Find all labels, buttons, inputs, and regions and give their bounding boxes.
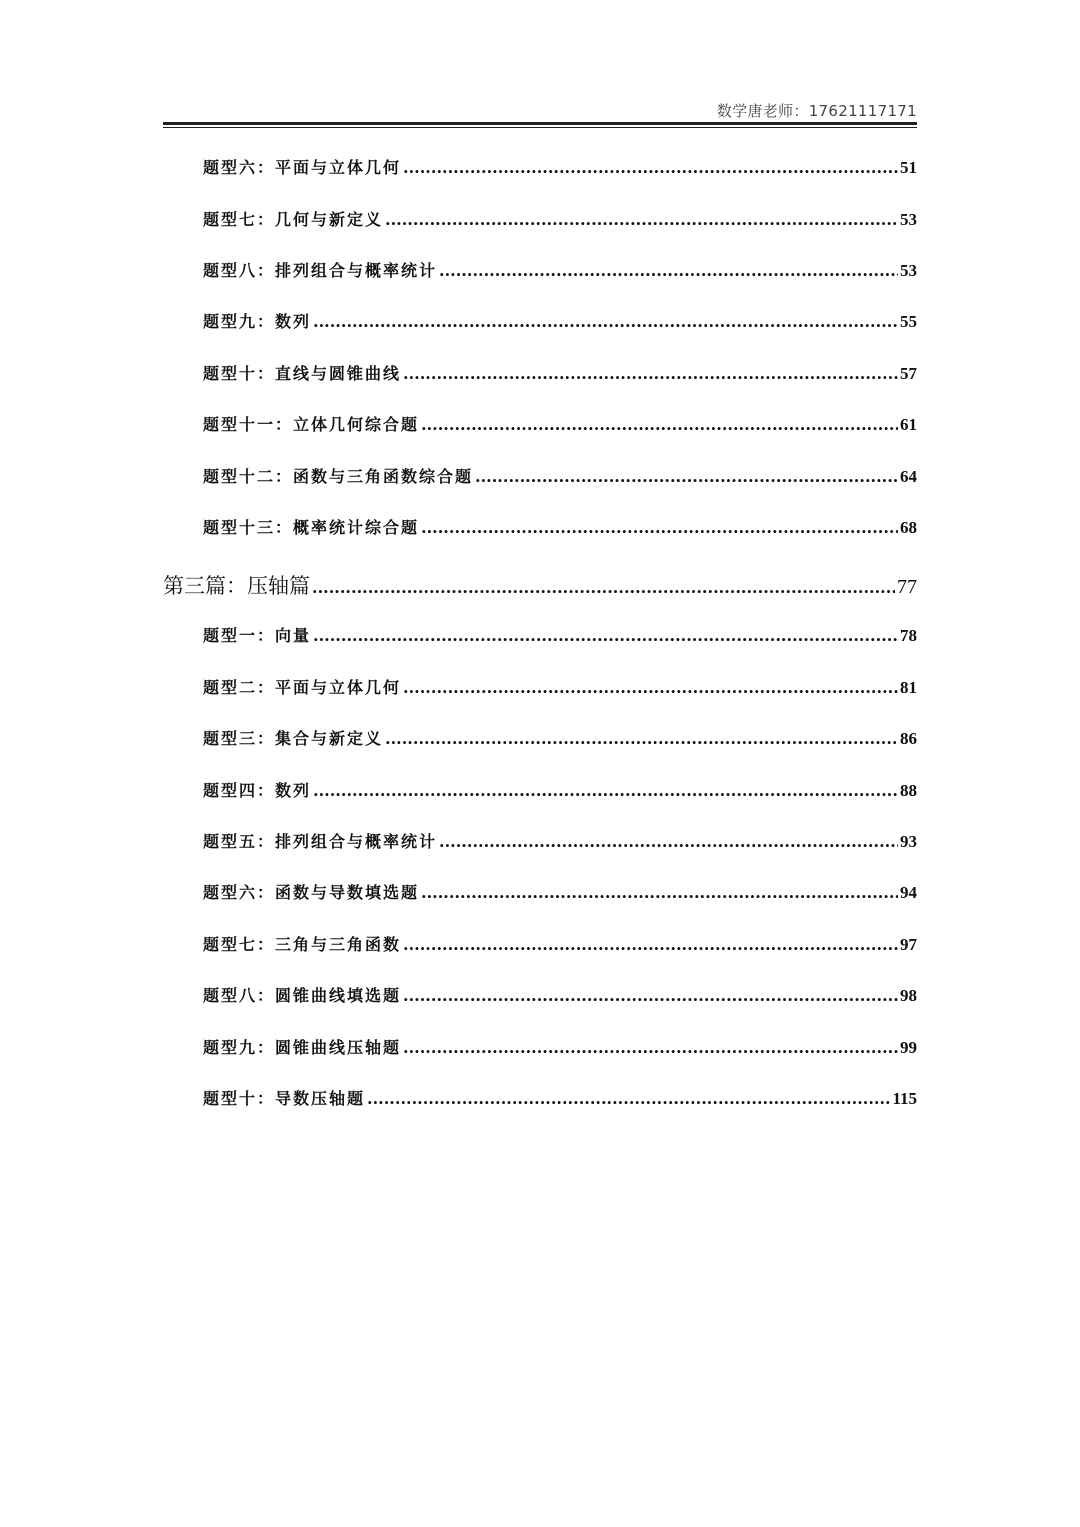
toc-entry-page-number: 88 <box>900 781 917 800</box>
toc-entry-page-number: 55 <box>900 312 917 331</box>
header-contact-text: 数学唐老师：17621117171 <box>716 102 917 120</box>
toc-entry-title: 题型九：圆锥曲线压轴题 <box>203 1038 402 1057</box>
toc-dot-leader <box>439 261 898 280</box>
toc-entry-title: 题型八：圆锥曲线填选题 <box>203 986 402 1005</box>
toc-entry[interactable] <box>203 361 917 385</box>
toc-entry-page-number: 115 <box>892 1089 917 1108</box>
toc-entry-page-number: 57 <box>900 364 917 383</box>
toc-entry[interactable] <box>203 207 917 231</box>
toc-entry-title: 题型十一：立体几何综合题 <box>203 415 420 434</box>
toc-entry[interactable] <box>203 1035 917 1059</box>
toc-dot-leader <box>367 1089 890 1108</box>
toc-entry-title: 题型六：函数与导数填选题 <box>203 883 420 902</box>
toc-entry-title: 题型十：导数压轴题 <box>203 1089 366 1108</box>
toc-entry-page-number: 81 <box>900 678 917 697</box>
toc-entry-page-number: 53 <box>900 261 917 280</box>
toc-entry-page-number: 68 <box>900 518 917 537</box>
toc-entry[interactable] <box>203 675 917 699</box>
toc-chapter-entry[interactable] <box>163 570 917 600</box>
toc-dot-leader <box>421 883 898 902</box>
toc-dot-leader <box>313 781 898 800</box>
toc-entry-page-number: 51 <box>900 158 917 177</box>
toc-entry[interactable] <box>203 258 917 282</box>
toc-entry-title: 题型四：数列 <box>203 781 312 800</box>
toc-entry-page-number: 97 <box>900 935 917 954</box>
toc-entry-title: 题型一：向量 <box>203 626 312 645</box>
toc-entry-title: 第三篇：压轴篇 <box>163 574 310 598</box>
toc-dot-leader <box>403 986 898 1005</box>
toc-entry-title: 题型三：集合与新定义 <box>203 729 384 748</box>
toc-entry-page-number: 98 <box>900 986 917 1005</box>
toc-entry-page-number: 99 <box>900 1038 917 1057</box>
toc-entry-page-number: 94 <box>900 883 917 902</box>
toc-entry[interactable] <box>203 829 917 853</box>
toc-entry-title: 题型二：平面与立体几何 <box>203 678 402 697</box>
toc-entry[interactable] <box>203 464 917 488</box>
toc-dot-leader <box>313 312 898 331</box>
toc-entry[interactable] <box>203 412 917 436</box>
toc-entry-title: 题型十：直线与圆锥曲线 <box>203 364 402 383</box>
toc-entry[interactable] <box>203 778 917 802</box>
toc-entry-title: 题型十三：概率统计综合题 <box>203 518 420 537</box>
toc-dot-leader <box>385 210 898 229</box>
toc-dot-leader <box>475 467 898 486</box>
toc-entry-title: 题型七：几何与新定义 <box>203 210 384 229</box>
toc-entry-page-number: 61 <box>900 415 917 434</box>
toc-entry-page-number: 78 <box>900 626 917 645</box>
toc-dot-leader <box>439 832 898 851</box>
toc-entry[interactable] <box>203 880 917 904</box>
toc-entry-title: 题型六：平面与立体几何 <box>203 158 402 177</box>
toc-entry[interactable] <box>203 726 917 750</box>
toc-entry[interactable] <box>203 155 917 179</box>
toc-entry-title: 题型五：排列组合与概率统计 <box>203 832 438 851</box>
toc-entry-title: 题型八：排列组合与概率统计 <box>203 261 438 280</box>
toc-dot-leader <box>421 415 898 434</box>
toc-entry-title: 题型十二：函数与三角函数综合题 <box>203 467 474 486</box>
toc-dot-leader <box>403 678 898 697</box>
toc-entry-page-number: 93 <box>900 832 917 851</box>
toc-dot-leader <box>312 578 895 597</box>
toc-entry-title: 题型九：数列 <box>203 312 312 331</box>
toc-entry[interactable] <box>203 309 917 333</box>
toc-entry[interactable] <box>203 983 917 1007</box>
toc-entry[interactable] <box>203 623 917 647</box>
toc-dot-leader <box>421 518 898 537</box>
toc-dot-leader <box>403 1038 898 1057</box>
toc-entry-page-number: 64 <box>900 467 917 486</box>
toc-entry[interactable] <box>203 932 917 956</box>
toc-dot-leader <box>385 729 898 748</box>
toc-entry-page-number: 86 <box>900 729 917 748</box>
toc-entry[interactable] <box>203 1086 917 1110</box>
toc-dot-leader <box>403 935 898 954</box>
toc-dot-leader <box>313 626 898 645</box>
toc-entry[interactable] <box>203 515 917 539</box>
toc-entry-title: 题型七：三角与三角函数 <box>203 935 402 954</box>
toc-entry-page-number: 77 <box>897 576 917 598</box>
toc-dot-leader <box>403 158 898 177</box>
toc-entry-page-number: 53 <box>900 210 917 229</box>
toc-dot-leader <box>403 364 898 383</box>
